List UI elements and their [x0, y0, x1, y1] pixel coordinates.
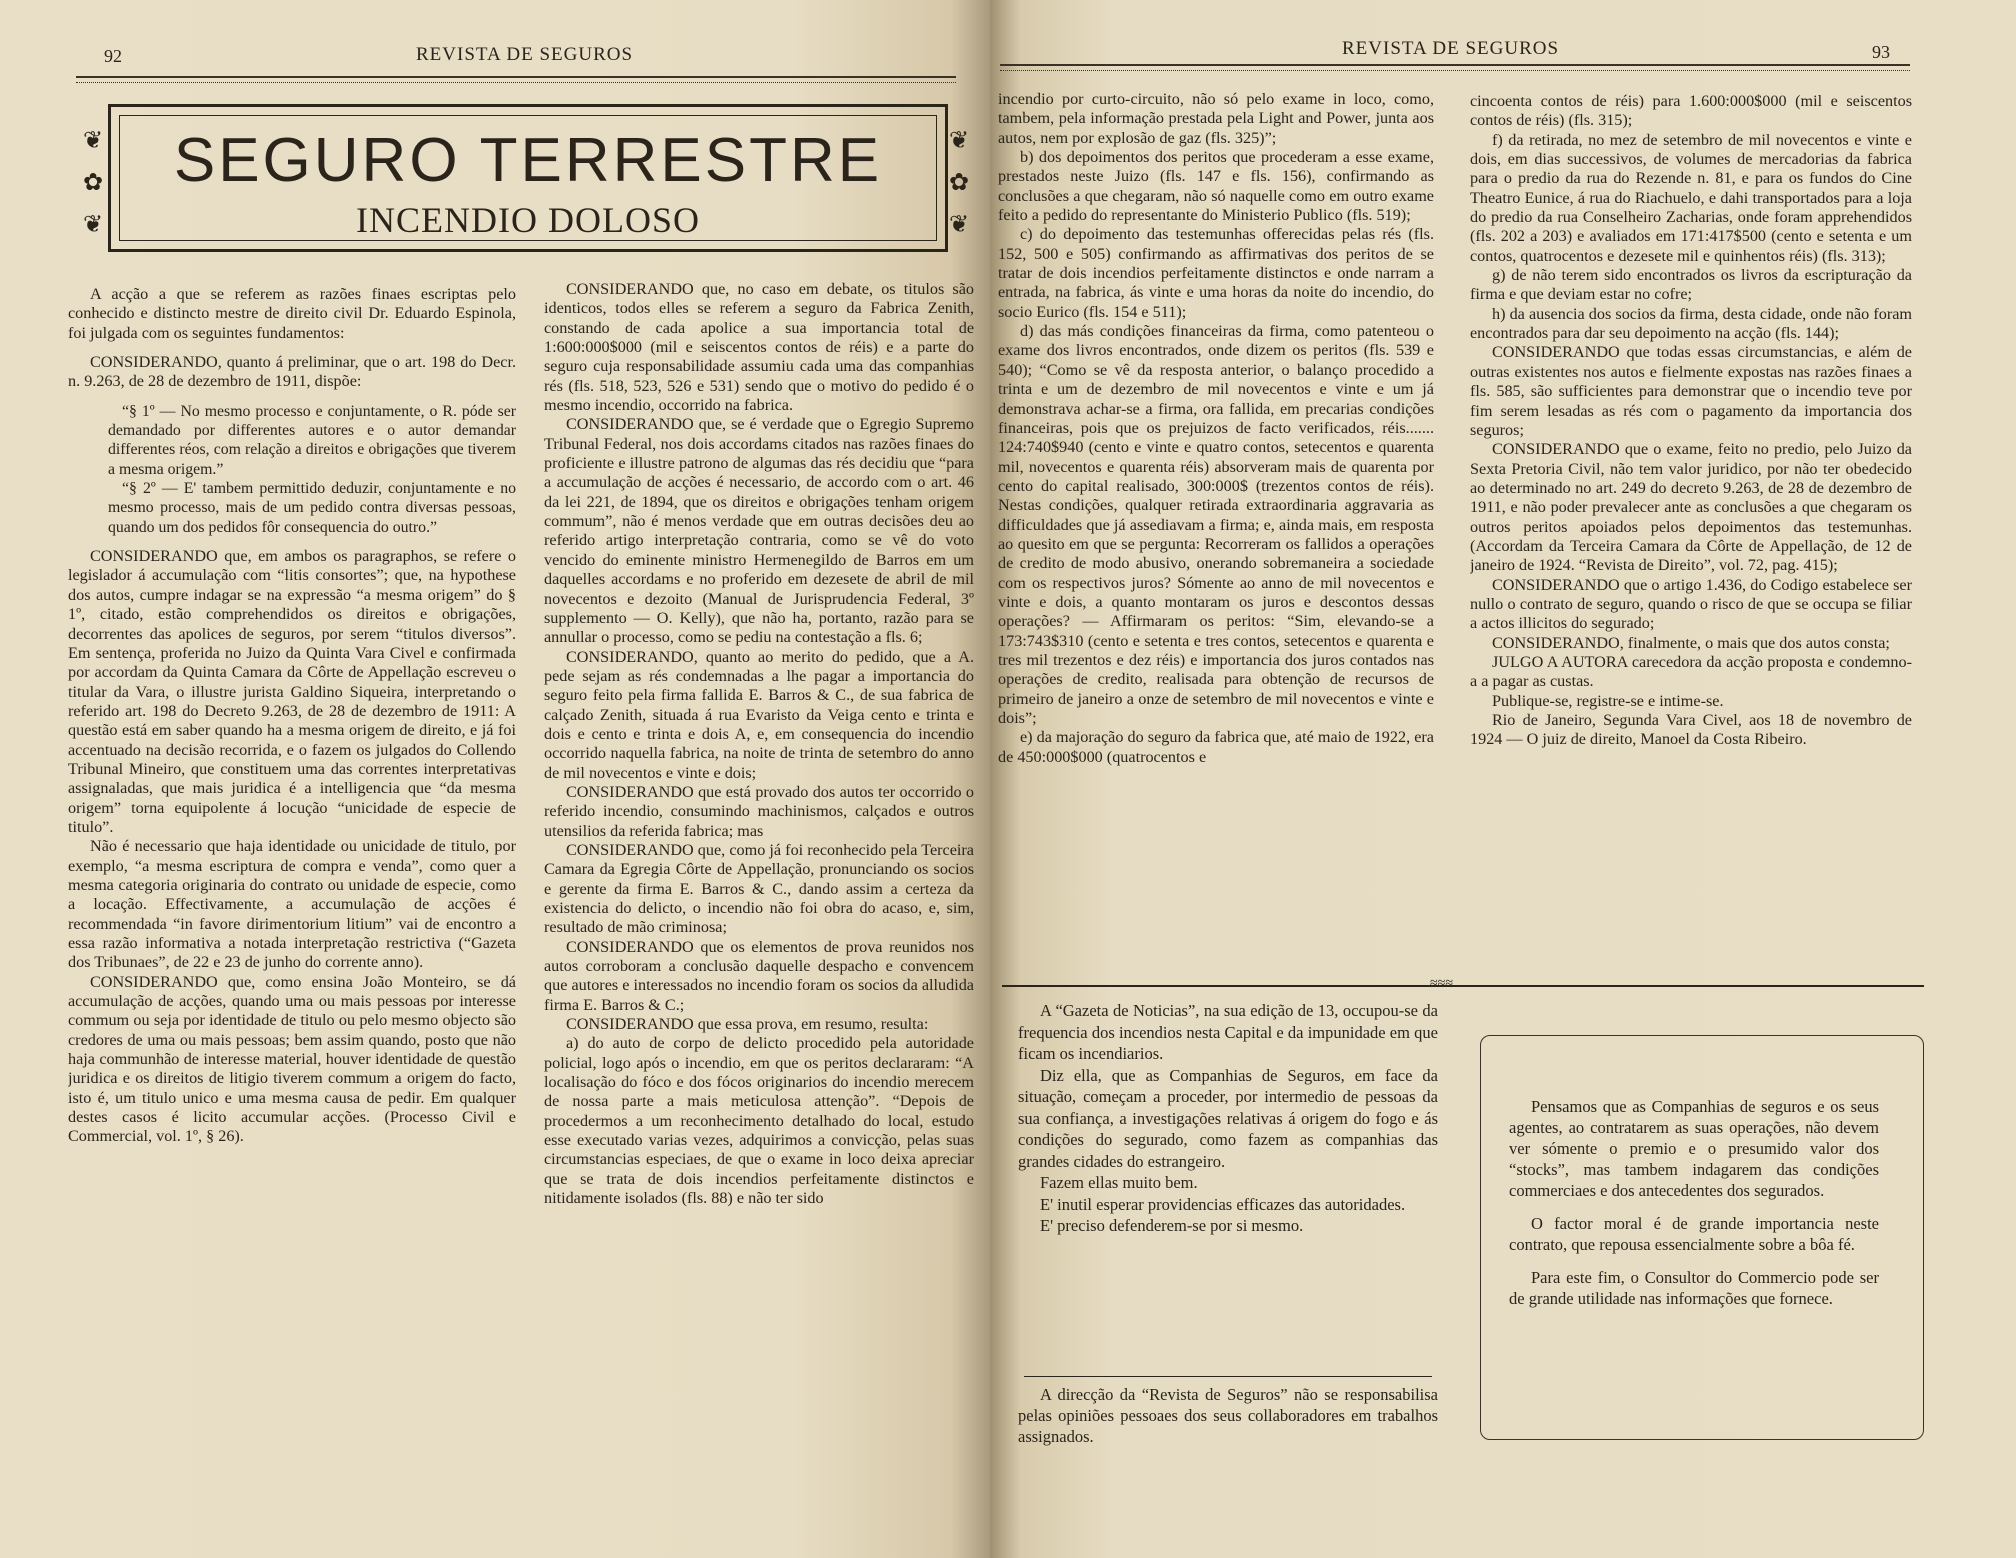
disclaimer-rule — [1024, 1376, 1432, 1377]
paragraph: g) de não terem sido encontrados os livros da escripturação da firma e que deviam estar no cofre; — [1470, 266, 1912, 304]
paragraph: CONSIDERANDO, finalmente, o mais que dos autos consta; — [1492, 633, 1890, 652]
column-3 — [998, 90, 1434, 960]
paragraph: E' inutil esperar providencias efficazes das autoridades. — [1040, 1194, 1406, 1214]
paragraph: Fazem ellas muito bem. — [1040, 1173, 1198, 1192]
wave-ornament-icon: ≈≈≈ — [1430, 976, 1454, 991]
paragraph: f) da retirada, no mez de setembro de mil novecentos e vinte e dois, em dias successivos, de volumes de mercadorias da fabrica para o predio da rua do Rezende n. 81, e para os fundos do Cine Theatro Eunice, á rua do Riachuelo, e dahi transportados para a loja do predio da rua Conselheiro Zacharias, onde foram apprehendidos (fls. 202 a 203) e avaliados em 171:417$500 (cento e setenta e um contos, quatrocentos e dezesete mil e quinhentos réis) (fls. 313); — [1470, 130, 1912, 265]
ornament-right-mid-icon: ✿ — [948, 170, 970, 196]
ornament-right-bottom-icon: ❦ — [948, 212, 970, 238]
section-divider — [1002, 985, 1924, 987]
paragraph: E' preciso defenderem-se por si mesmo. — [1040, 1216, 1304, 1235]
article-title: SEGURO TERRESTRE — [173, 126, 883, 195]
paragraph: Pensamos que as Companhias de seguros e os seus agentes, ao contratarem as suas operações, não devem ver sómente o premio e o presumido valor dos “stocks”, mas tambem indagarem das condições commerciaes e dos antecedentes dos segurados. — [1509, 1097, 1879, 1200]
column-4 — [1470, 92, 1912, 972]
quote: “§ 1º — No mesmo processo e conjuntamente, o R. póde ser demandado por differentes autores e o autor demandar differentes réos, com relação a direitos e obrigações que tiverem a mesma origem.” — [108, 402, 516, 478]
left-running-title: REVISTA DE SEGUROS — [416, 44, 634, 65]
paragraph: incendio por curto-circuito, não só pelo exame in loco, como, tambem, pela informação prestada pela Light and Power, junta aos autos, nem por explosão de gaz (fls. 325)”; — [998, 90, 1434, 147]
ornament-left-bottom-icon: ❦ — [82, 212, 104, 238]
paragraph: e) da majoração do seguro da fabrica que, até maio de 1922, era de 450:000$000 (quatrocentos e — [998, 728, 1434, 766]
paragraph: a) do auto de corpo de delicto procedido pela autoridade policial, logo após o incendio, em que os peritos declararam: “A localisação do fóco e dos fócos originarios do incendio merecem de nossa parte a mais meticulosa attenção”. “Depois de procedermos a um reconhecimento detalhado do local, estudo esse executado varias vezes, adquirimos a convicção, pelas suas circumstancias especiaes, de que o exame in loco deixa apreciar que se trata de dois incendios perfeitamente distinctos e nitidamente isolados (fls. 88) e não ter sido — [544, 1034, 974, 1208]
paragraph: CONSIDERANDO, quanto á preliminar, que o art. 198 do Decr. n. 9.263, de 28 de dezembro de 1911, dispõe: — [68, 353, 516, 391]
gazeta-column — [1018, 1000, 1438, 1380]
left-page-number: 92 — [104, 46, 122, 66]
paragraph: A “Gazeta de Noticias”, na sua edição de 13, occupou-se da frequencia dos incendios nesta Capital e da impunidade em que ficam os incendiarios. — [1018, 1001, 1438, 1063]
paragraph: O factor moral é de grande importancia neste contrato, que repousa essencialmente sobre a bôa fé. — [1509, 1214, 1879, 1254]
disclaimer-text: A direcção da “Revista de Seguros” não se responsabilisa pelas opiniões pessoaes dos seus collaboradores em trabalhos assignados. — [1018, 1385, 1438, 1446]
article-subtitle: INCENDIO DOLOSO — [356, 200, 700, 240]
paragraph: Diz ella, que as Companhias de Seguros, em face da situação, começam a proceder, por intermedio de pessoas da sua confiança, a investigações relativas á origem do fogo e ás condições do segurado, como fazem as companhias das grandes cidades do estrangeiro. — [1018, 1065, 1438, 1171]
article-title-box — [108, 104, 948, 252]
paragraph: CONSIDERANDO que, como já foi reconhecido pela Terceira Camara da Egregia Côrte de Appellação, pronunciando os socios e gerente da firma E. Barros & C., dando assim a certeza da existencia do delicto, o incendio não foi obra do acaso, e, sim, resultado de mão criminosa; — [544, 840, 974, 937]
paragraph: b) dos depoimentos dos peritos que procederam a esse exame, prestados neste Juizo (fls. 147 e fls. 156), confirmando as conclusões a que chegaram, não só naquelle como em outro exame feito a pedido do representante do Ministerio Publico (fls. 519); — [998, 148, 1434, 225]
ornament-left-mid-icon: ✿ — [82, 170, 104, 196]
ornament-right-top-icon: ❦ — [948, 128, 970, 154]
right-running-title: REVISTA DE SEGUROS — [1342, 38, 1560, 59]
disclaimer — [1018, 1384, 1438, 1464]
paragraph: CONSIDERANDO que, em ambos os paragraphos, se refere o legislador á accumulação com “litis consortes”; que, na hypothese dos autos, cumpre indagar se na expressão “a mesma origem” do § 1º, citado, estão comprehendidos os direitos e obrigações, decorrentes das apolices de seguros, por serem “titulos diversos”. Em sentença, proferida no Juizo da Quinta Vara Civel e confirmada por accordam da Quinta Camara da Côrte de Appellação escreveu o titular da Vara, o illustre jurista Galdino Siqueira, interpretando o referido art. 198 do Decreto 9.263, de 28 de dezembro de 1911: A questão está em saber quando ha a mesma origem de direito, e já foi accentuado na decisão recorrida, e o fazem os julgados do Collendo Tribunal Mineiro, que constituem uma das correntes interpretativas assignaladas, que mais juridica é a intelligencia que “da mesma origem” torna equipolente á locução “unicidade de especie de titulo”. — [68, 547, 516, 836]
paragraph: A acção a que se referem as razões finaes escriptas pelo conhecido e distincto mestre de direito civil Dr. Eduardo Espinola, foi julgada com os seguintes fundamentos: — [68, 285, 516, 342]
paragraph: d) das más condições financeiras da firma, como patenteou o exame dos livros encontrados, onde dizem os peritos (fls. 539 e 540); “Como se vê da resposta anterior, o balanço procedido a trinta e um de dezembro de mil novecentos e vinte e um já demonstrava achar-se a firma, ora fallida, em precarias condições financeiras, pois que os prejuizos de facto verificados, réis....... 124:740$940 (cento e vinte e quatro contos, setecentos e quarenta mil, novecentos e quarenta réis) absorveram mais de quarenta por cento do capital realisado, 300:000$ (trezentos contos de réis). Nestas condições, qualquer retirada extraordinaria aggravaria as difficuldades que já assediavam a firma; e, ainda mais, em resposta ao quesito em que se pergunta: Recorreram os fallidos a operações de credito de modo abusivo, onerando sobremaneira a sociedade com os respectivos juros? Sómente ao anno de mil novecentos e vinte e dois, a quanto montaram os juros e descontos dessas operações? — Affirmaram os peritos: “Sim, elevando-se a 173:743$310 (cento e setenta e tres contos, setecentos e quarenta e tres mil trezentos e dez réis) e importancia dos juros contados nas operações de credito, realisada para obtenção de recursos de primeiro de janeiro a onze de setembro de mil novecentos e vinte e dois”; — [998, 322, 1434, 727]
header-rule — [1000, 64, 1910, 71]
paragraph: CONSIDERANDO que os elementos de prova reunidos nos autos corroboram a conclusão daquelle despacho e convencem que autores e interessados no incendio foram os socios da alludida firma E. Barros & C.; — [544, 937, 974, 1014]
paragraph: CONSIDERANDO que, como ensina João Monteiro, se dá accumulação de acções, quando uma ou mais pessoas por interesse commum ou seja por identidade de titulo ou pelo mesmo objecto são credores de uma ou mais pessoas; bem assim quando, posto que não haja communhão de interesse material, houver identidade de questão juridica e os direitos de litigio tiverem commum a origem do facto, isto é, um titulo unico e uma mesma causa de pedir. Em qualquer destes casos é licito accumular acções. (Processo Civil e Commercial, vol. 1º, § 26). — [68, 972, 516, 1146]
paragraph: CONSIDERANDO, quanto ao merito do pedido, que a A. pede sejam as rés condemnadas a lhe pagar a importancia do seguro feito pela firma fallida E. Barros & C., de sua fabrica de calçado Zenith, situada á rua Evaristo da Veiga cento e trinta e dois e cento e trinta e dois A, e, em consequencia do incendio occorrido naquella fabrica, na noite de trinta de setembro do anno de mil novecentos e vinte e dois; — [544, 647, 974, 782]
header-rule — [76, 76, 956, 83]
column-2 — [544, 280, 974, 1465]
paragraph: Rio de Janeiro, Segunda Vara Civel, aos 18 de novembro de 1924 — O juiz de direito, Manoel da Costa Ribeiro. — [1470, 711, 1912, 749]
paragraph: CONSIDERANDO que todas essas circumstancias, e além de outras existentes nos autos e fielmente expostas nas razões finaes a fls. 585, são sufficientes para demonstrar que o incendio teve por fim serem lesadas as rés com o pagamento da importancia dos seguros; — [1470, 343, 1912, 439]
paragraph: JULGO A AUTORA carecedora da acção proposta e condemno-a a pagar as custas. — [1470, 652, 1912, 691]
paragraph: CONSIDERANDO que o artigo 1.436, do Codigo estabelece ser nullo o contrato de seguro, quando o risco de que se occupa se filiar a actos illicitos do segurado; — [1470, 575, 1912, 633]
paragraph: CONSIDERANDO que essa prova, em resumo, resulta: — [566, 1015, 929, 1034]
column-1 — [68, 285, 516, 1465]
paragraph: Publique-se, registre-se e intime-se. — [1492, 691, 1724, 710]
paragraph: h) da ausencia dos socios da firma, desta cidade, onde não foram encontrados para dar seu depoimento na acção (fls. 144); — [1470, 304, 1912, 343]
paragraph: cincoenta contos de réis) para 1.600:000$000 (mil e seiscentos contos de réis) (fls. 315); — [1470, 92, 1912, 130]
notice-box — [1480, 1035, 1924, 1440]
paragraph: CONSIDERANDO que, no caso em debate, os titulos são identicos, todos elles se referem a seguro da Fabrica Zenith, constando de cada apolice a sua importancia total de 1:600:000$000 (mil e seiscentos contos de réis) e a parte do seguro cuja responsabilidade assumiu cada uma das companhias rés (fls. 518, 523, 526 e 531) sendo que o motivo do pedido é o mesmo incendio, occorrido na fabrica. — [544, 280, 974, 415]
paragraph: CONSIDERANDO que o exame, feito no predio, pelo Juizo da Sexta Pretoria Civil, não tem valor juridico, por não ter obedecido ao determinado no art. 249 do decreto 9.263, de 28 de dezembro de 1911, e não poder prevalecer ante as conclusões a que chegaram os outros peritos apoiados pelos depoimentos das testemunhas. (Accordam da Terceira Camara da Côrte de Appellação, de 12 de janeiro de 1924. “Revista de Direito”, vol. 72, pag. 415); — [1470, 440, 1912, 575]
ornament-left-top-icon: ❦ — [82, 128, 104, 154]
paragraph: Não é necessario que haja identidade ou unicidade de titulo, por exemplo, “a mesma escriptura de compra e venda”, como quer a mesma categoria originaria do contrato ou unidade de especie, como a locação. Effectivamente, a accumulação de acções é recommendada “in favore dirimentorium litium” vai de encontro a essa razão informativa a notada interpretação restrictiva (“Gazeta dos Tribunaes”, de 22 e 23 de junho do corrente anno). — [68, 837, 516, 972]
paragraph: CONSIDERANDO que, se é verdade que o Egregio Supremo Tribunal Federal, nos dois accordams citados nas razões finaes do proficiente e illustre patrono de algumas das rés decidiu que “para a accumulação de acções é necessario, de accordo com o art. 46 da lei 221, de 1894, que os direitos e obrigações tenham origem commum”, não é menos verdade que em outras decisões deu ao referido artigo interpretação contraria, como se vê do voto vencido do eminente ministro Hermenegildo de Barros em um daquelles accordams e no proferido em dezesete de abril de mil novecentos e dezoito (Manual de Jurisprudencia Federal, 3º supplemento — O. Kelly), que não ha, portanto, razão para se annullar o processo, como se pediu na contestação a fls. 6; — [544, 415, 974, 647]
right-page-number: 93 — [1872, 42, 1890, 62]
paragraph: CONSIDERANDO que está provado dos autos ter occorrido o referido incendio, consumindo machinismos, calçados e outros utensilios da referida fabrica; mas — [544, 782, 974, 840]
paragraph: c) do depoimento das testemunhas offerecidas pelas rés (fls. 152, 500 e 505) confirmando as affirmativas dos peritos de se tratar de dois incendios perfeitamente distinctos e onde narram a entrada, na fabrica, ás vinte e uma horas da noite do incendio, do socio Eurico (fls. 154 e 511); — [998, 225, 1434, 321]
notice-text — [1509, 1096, 1879, 1321]
quote: “§ 2º — E' tambem permittido deduzir, conjuntamente e no mesmo processo, mais de um pedido contra diversas pessoas, quando um dos pedidos fôr consequencia do outro.” — [108, 480, 516, 536]
left-page — [0, 0, 990, 1558]
paragraph: Para este fim, o Consultor do Commercio pode ser de grande utilidade nas informações que fornece. — [1509, 1268, 1879, 1308]
